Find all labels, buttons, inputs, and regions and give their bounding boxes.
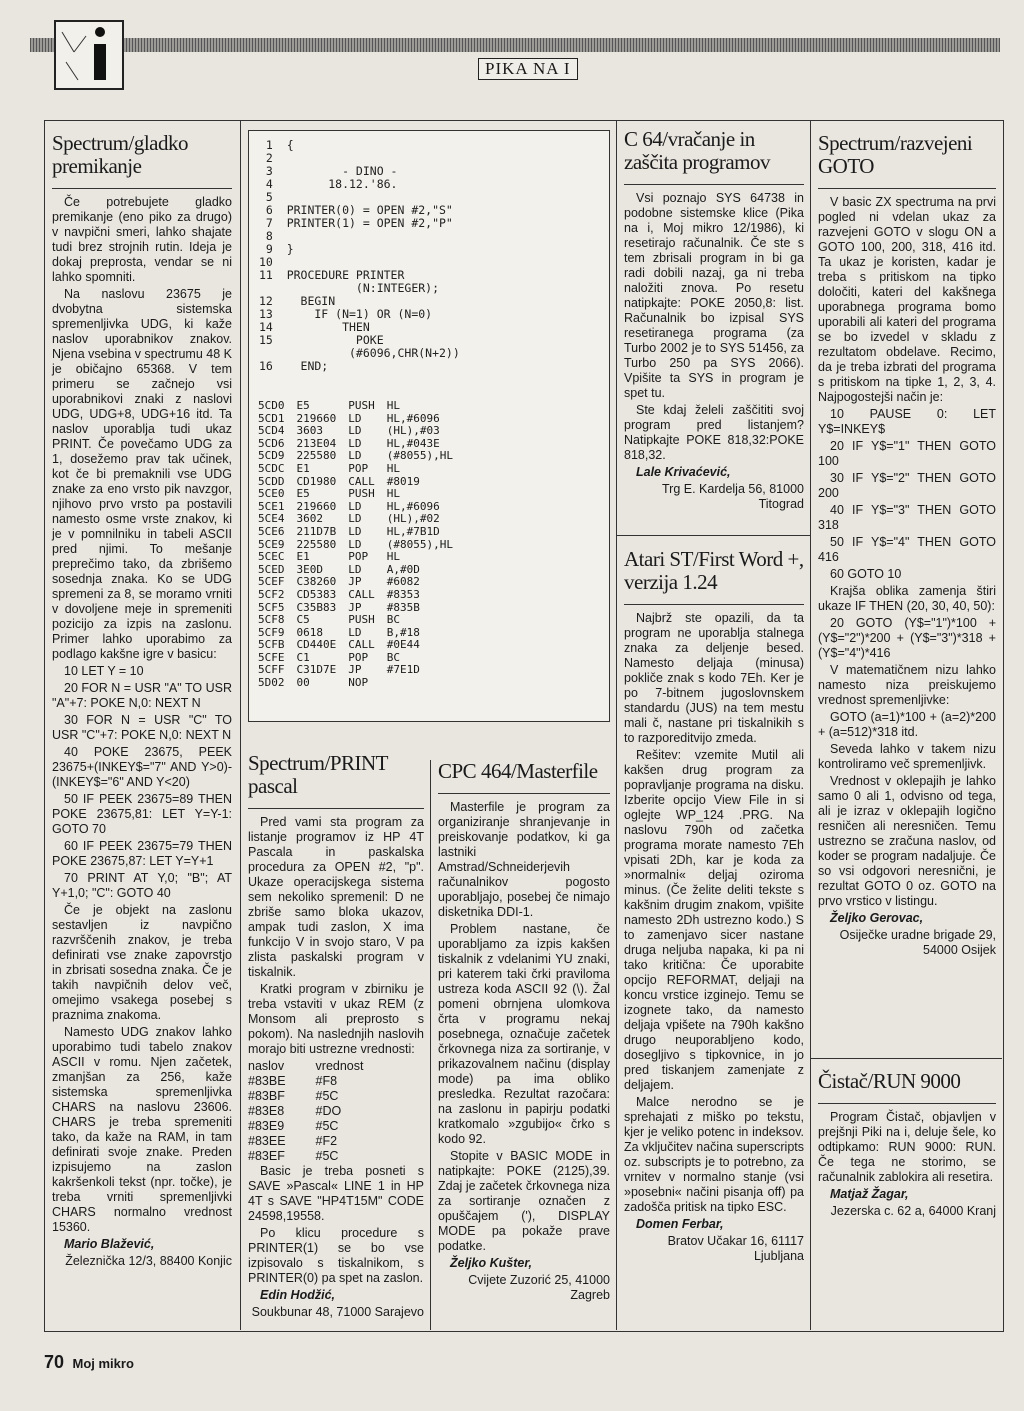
asm-cell: C5 bbox=[296, 613, 310, 627]
article-title: CPC 464/Masterfile bbox=[438, 760, 610, 794]
article-title: Čistač/RUN 9000 bbox=[818, 1070, 996, 1104]
paragraph: Krajša oblika zamenja štiri ukaze IF THEN (20, 30, 40, 50): bbox=[818, 584, 996, 613]
asm-cell: PUSH bbox=[348, 613, 375, 627]
table-cell: #5C bbox=[315, 1149, 339, 1163]
author: Edin Hodžić, bbox=[260, 1288, 335, 1302]
asm-row bbox=[258, 589, 465, 602]
table-cell: #5C bbox=[315, 1089, 339, 1103]
asm-cell: #8353 bbox=[386, 587, 420, 601]
paragraph: Ste kdaj želeli zaščititi svoj program pred listanjem? Natipkajte POKE 818,32:POKE 818,32. bbox=[624, 403, 804, 462]
column-divider bbox=[240, 120, 241, 1330]
asm-cell: NOP bbox=[348, 676, 369, 690]
paragraph: Če potrebujete gladko premikanje (eno piko za drugo) v navpični smeri, lahko shajate tudi brez strojnih rutin. Ideja je dokaj preprosta, vendar se ni lahko spomniti. bbox=[52, 195, 232, 284]
asm-cell: LD bbox=[348, 411, 362, 425]
paragraph: Basic je treba posneti s SAVE »Pascal« LINE 1 in HP 4T s SAVE "HP4T15M" CODE 24598,19558. bbox=[248, 1164, 424, 1223]
article-title: Atari ST/First Word +, verzija 1.24 bbox=[624, 548, 804, 605]
magazine-name: Moj mikro bbox=[72, 1356, 134, 1371]
paragraph: Seveda lahko v takem nizu kontroliramo več spremenljivk. bbox=[818, 742, 996, 771]
asm-cell: E1 bbox=[296, 461, 310, 475]
asm-cell: LD bbox=[348, 436, 362, 450]
paragraph: Kratki program v zbirniku je treba vstaviti v ukaz REM (z Monsom ali preprosto s pokom). Na naslednjih naslovih morajo biti ustrezne vrednosti: bbox=[248, 982, 424, 1056]
asm-cell: 5CD1 bbox=[258, 411, 285, 425]
asm-cell: 0618 bbox=[296, 625, 323, 639]
asm-cell: #7E1D bbox=[386, 663, 420, 677]
table-cell: #83E8 bbox=[248, 1104, 285, 1118]
author: Matjaž Žagar, bbox=[830, 1187, 909, 1201]
asm-cell: (HL),#03 bbox=[386, 424, 440, 438]
asm-cell: 5CE4 bbox=[258, 512, 285, 526]
asm-cell: BC bbox=[386, 650, 400, 664]
author-address: Železnička 12/3, 88400 Konjic bbox=[65, 1254, 232, 1268]
asm-cell: 5CFE bbox=[258, 650, 285, 664]
article-cistac bbox=[818, 1070, 996, 1221]
paragraph: Masterfile je program za organiziranje shranjevanje in preiskovanje podatkov, ki ga lastniki Amstrad/Schneiderjevih računalnikov pogosto uporabljajo, posebej če nimajo disketnika DDI-1. bbox=[438, 800, 610, 919]
asm-row bbox=[258, 551, 465, 564]
asm-cell: HL,#7B1D bbox=[386, 524, 440, 538]
asm-cell: HL bbox=[386, 399, 400, 412]
asm-cell: LD bbox=[348, 562, 362, 576]
asm-cell: 5CF9 bbox=[258, 625, 285, 639]
asm-cell: LD bbox=[348, 537, 362, 551]
paragraph: Najbrž ste opazili, da ta program ne uporablja stalnega znaka za deljenje besed. Namesto deljaja (minusa) pokliče znak s kodo 7Eh. Ker je po 7-bitnem jugoslovnskem standardu (JUS) na tem mestu mali č, nastane pri tiskalnikih s to razporeditvijo zmeda. bbox=[624, 611, 804, 745]
article-title: Spectrum/razvejeni GOTO bbox=[818, 132, 996, 189]
author-address: Osiječke uradne brigade 29, 54000 Osijek bbox=[839, 928, 996, 957]
table-cell: #83E9 bbox=[248, 1119, 285, 1133]
asm-row bbox=[258, 677, 465, 690]
asm-cell: 5CD9 bbox=[258, 449, 285, 463]
asm-cell: JP bbox=[348, 575, 362, 589]
paragraph: Vsi poznajo SYS 64738 in podobne sistemske klice (Pika na i, Moj mikro 12/1986), ki resetirajo računalnik. Če ste s tem zbrisali program in bi ga radi dobili nazaj, ga ni treba naložiti znova. Po resetu natipkajte: POKE 2050,8: list. Računalnik bo izpisal SYS resetiranega programa (za Turbo 2002 je to SYS 51456, za Turbo 250 pa SYS 2066). Vpišite ta SYS in program je spet tu. bbox=[624, 191, 804, 400]
address-table bbox=[248, 1059, 393, 1164]
asm-cell: #8019 bbox=[386, 474, 420, 488]
asm-cell: 225580 bbox=[296, 449, 337, 463]
asm-cell: POP bbox=[348, 550, 369, 564]
table-cell: #83EE bbox=[248, 1134, 286, 1148]
author-address: Jezerska c. 62 a, 64000 Kranj bbox=[830, 1204, 996, 1218]
page-number: 70 bbox=[44, 1352, 65, 1372]
article-spectrum-gladko bbox=[52, 132, 232, 1271]
asm-cell: 5CF8 bbox=[258, 613, 285, 627]
asm-cell: 5CEC bbox=[258, 550, 285, 564]
table-cell: #83BF bbox=[248, 1089, 285, 1103]
program-line: 20 GOTO (Y$="1")*100 + (Y$="2")*200 + (Y$="3")*318 + (Y$="4")*416 bbox=[818, 616, 996, 660]
paragraph: Program Čistač, objavljen v prejšnji Piki na i, deluje šele, ko odtipkamo: RUN 9000: RUN. Če tega ne storimo, se računalnik zablokira ali resetira. bbox=[818, 1110, 996, 1184]
paragraph: Vrednost v oklepajih je lahko samo 0 ali 1, odvisno od tega, ali je izraz v oklepajih logično resničen ali neresničen. Temu ustrezno se zračuna naslov, od koder se program nadaljuje. Če so vsi odgovori neresnični, je rezultat GOTO 0 oz. GOTO na prvo vrstico v listingu. bbox=[818, 774, 996, 908]
asm-cell: 5CEF bbox=[258, 575, 285, 589]
logo-box bbox=[54, 20, 124, 90]
header-band bbox=[30, 38, 1000, 52]
paragraph: Malce nerodno se je sprehajati z miško po tekstu, kjer je veliko potenc in indeksov. Za vključitev načina superscripts oz. subscripts je to potrebno, za vrnitev v normalno stanje (vsi »posebni« načini pisanja off) pa zadošča pritisk na tipko ESC. bbox=[624, 1095, 804, 1214]
asm-cell: 5CF2 bbox=[258, 587, 285, 601]
asm-row bbox=[258, 425, 465, 438]
asm-cell: 3603 bbox=[296, 424, 323, 438]
column-divider bbox=[810, 120, 811, 1330]
asm-cell: 3E0D bbox=[296, 562, 323, 576]
program-line: 10 LET Y = 10 bbox=[64, 664, 144, 678]
asm-cell: CD5383 bbox=[296, 587, 337, 601]
asm-cell: 5CD6 bbox=[258, 436, 285, 450]
program-line: 70 PRINT AT Y,0; "B"; AT Y+1,0; "C": GOTO 40 bbox=[52, 871, 232, 900]
asm-cell: 5CDD bbox=[258, 474, 285, 488]
table-row bbox=[248, 1074, 393, 1089]
section-label: PIKA NA I bbox=[478, 58, 578, 80]
author: Željko Gerovac, bbox=[830, 911, 924, 925]
article-cpc-masterfile bbox=[438, 760, 610, 1305]
page-footer bbox=[44, 1352, 134, 1373]
asm-cell: LD bbox=[348, 499, 362, 513]
asm-cell: LD bbox=[348, 524, 362, 538]
paragraph: Rešitev: vzemite Mutil ali kakšen drug program za popravljanje programa na disku. Izberite opcijo View File in si oglejte WP_124 .PRG. Na naslovu 790h od začetka programa morate namesto 7Eh vpisati 2Dh, kar je koda za »normalni« deljaj oziroma minus. (Če želite deliti tekste s kakšnim drugim znakom, vpišite namesto 2Dh ustrezno kodo.) S to zamenjavo sicer nastane druga neljuba napaka, ki pa ni tako kritična: Če uporabite opcijo REFORMAT, deljaji na koncu vrstice izginejo. Temu se izognete tako, da namesto deljaja vpišete na 790h kakšno drugo neuporabljeno kodo, dosegljivo s tipkovnice, in jo pred tiskanjem zamenjate z deljajem. bbox=[624, 748, 804, 1092]
asm-cell: HL bbox=[386, 461, 400, 475]
asm-cell: #835B bbox=[386, 600, 420, 614]
assembly-listing bbox=[258, 400, 465, 690]
asm-cell: 5D02 bbox=[258, 676, 285, 690]
author: Mario Blažević, bbox=[64, 1237, 155, 1251]
table-row bbox=[248, 1149, 393, 1164]
paragraph: Če je objekt na zaslonu sestavljen iz navpično razvrščenih znakov, je treba definirati vse znake zapovrstjo in zbrisati sosedna znaka. Če je takih navpičnih delov več, omejimo vsakega posebej s praznima znakoma. bbox=[52, 903, 232, 1022]
paragraph: Pred vami sta program za listanje programov iz HP 4T Pascala in paskalska procedura za OPEN #2, "p". Ukaze operacijskega sistema sem nekoliko spremenil: D ne zbriše samo bloka ukazov, ampak tudi zaslon, X ima funkcijo V in svojo staro, V pa zlista paskalski program v tiskalnik. bbox=[248, 815, 424, 979]
author: Lale Krivaćević, bbox=[636, 465, 731, 479]
asm-cell: 225580 bbox=[296, 537, 337, 551]
asm-cell: 213E04 bbox=[296, 436, 337, 450]
asm-cell: HL bbox=[386, 487, 400, 501]
table-row bbox=[248, 1104, 393, 1119]
program-line: 40 IF Y$="3" THEN GOTO 318 bbox=[818, 503, 996, 532]
asm-cell: HL,#6096 bbox=[386, 499, 440, 513]
asm-cell: B,#18 bbox=[386, 625, 420, 639]
article-title: Spectrum/PRINT pascal bbox=[248, 752, 424, 809]
column-divider bbox=[430, 760, 431, 1330]
pascal-listing: 1 { 2 3 - DINO - 4 18.12.'86. 5 6 PRINTER(0) = OPEN #2,"S" 7 PRINTER(1) = OPEN #2,"P" 8 9 } 10 11 PROCEDURE PRINTER (N:INTEGER); 12 BEGIN 13 IF (N=1) OR (N=0) 14 THEN 15 POKE (#6096,CHR(N+2)) 16 END; bbox=[259, 138, 460, 373]
asm-cell: 5CF5 bbox=[258, 600, 285, 614]
table-row bbox=[248, 1119, 393, 1134]
article-title: C 64/vračanje in zaščita programov bbox=[624, 128, 804, 185]
asm-cell: LD bbox=[348, 625, 362, 639]
asm-cell: C1 bbox=[296, 650, 310, 664]
asm-cell: (HL),#02 bbox=[386, 512, 440, 526]
author: Domen Ferbar, bbox=[636, 1217, 724, 1231]
asm-cell: CD1980 bbox=[296, 474, 337, 488]
paragraph: GOTO (a=1)*100 + (a=2)*200 + (a=512)*318 itd. bbox=[818, 710, 996, 739]
paragraph: Po klicu procedure s PRINTER(1) se bo vse izpisovalo s tiskalnikom, s PRINTER(0) pa spet na zaslon. bbox=[248, 1226, 424, 1285]
asm-cell: 5CFF bbox=[258, 663, 285, 677]
asm-cell: POP bbox=[348, 461, 369, 475]
asm-cell: E5 bbox=[296, 487, 310, 501]
paragraph: V basic ZX spectruma na prvi pogled ni vdelan ukaz za razvejeni GOTO v slogu ON a GOTO 100, 200, 318, 416 itd. Ta ukaz je koristen, kadar je treba s pritiskom na tipko določiti, kateri del kakšnega uporabnega programa bomo uporabili ali kateri del programa se bo izvedel v skladu z rezultatom obdelave. Recimo, da je treba izbrati del programa s pritiskom na tipke 1, 2, 3, 4. Najpogostejši način je: bbox=[818, 195, 996, 404]
program-line: 30 FOR N = USR "C" TO USR "C"+7: POKE N,0: NEXT N bbox=[52, 713, 232, 742]
column-divider bbox=[616, 120, 617, 1330]
asm-cell: 5CE6 bbox=[258, 524, 285, 538]
asm-cell: 3602 bbox=[296, 512, 323, 526]
asm-cell: CALL bbox=[348, 638, 375, 652]
article-c64-vracanje bbox=[624, 128, 804, 514]
asm-cell: HL,#6096 bbox=[386, 411, 440, 425]
author: Željko Kušter, bbox=[450, 1256, 532, 1270]
article-title: Spectrum/gladko premikanje bbox=[52, 132, 232, 189]
table-row bbox=[248, 1089, 393, 1104]
asm-cell: LD bbox=[348, 512, 362, 526]
table-cell: #F2 bbox=[315, 1134, 338, 1148]
asm-cell: JP bbox=[348, 663, 362, 677]
program-line: 60 GOTO 10 bbox=[830, 567, 902, 581]
asm-cell: CALL bbox=[348, 587, 375, 601]
paragraph: Namesto UDG znakov lahko uporabimo tudi tabelo znakov ASCII v romu. Njen začetek, zmanjšan za 256, kaže sistemska spremenljivka CHARS na naslovu 23606. CHARS je treba spremeniti tako, da kaže na RAM, in tam definirati svoje znake. Preden izpisujemo na zaslon kakršenkoli tekst (npr. točke), je treba vrniti spremenljivki CHARS normalno vrednost 15360. bbox=[52, 1025, 232, 1234]
asm-cell: LD bbox=[348, 449, 362, 463]
author-address: Trg E. Kardelja 56, 81000 Titograd bbox=[662, 482, 804, 511]
table-cell: #83EF bbox=[248, 1149, 285, 1163]
asm-cell: LD bbox=[348, 424, 362, 438]
asm-row bbox=[258, 526, 465, 539]
asm-cell: (#8055),HL bbox=[386, 537, 453, 551]
asm-cell: PUSH bbox=[348, 487, 375, 501]
table-header: vrednost bbox=[315, 1059, 364, 1073]
asm-cell: CD440E bbox=[296, 638, 337, 652]
asm-cell: 5CDC bbox=[258, 461, 285, 475]
asm-cell: 5CFB bbox=[258, 638, 285, 652]
article-atari-first-word bbox=[624, 548, 804, 1266]
asm-cell: 00 bbox=[296, 676, 310, 690]
program-line: 20 FOR N = USR "A" TO USR "A"+7: POKE N,0: NEXT N bbox=[52, 681, 232, 710]
asm-cell: 219660 bbox=[296, 411, 337, 425]
program-line: 10 PAUSE 0: LET Y$=INKEY$ bbox=[818, 407, 996, 436]
table-row bbox=[248, 1134, 393, 1149]
program-line: 50 IF Y$="4" THEN GOTO 416 bbox=[818, 535, 996, 564]
asm-cell: POP bbox=[348, 650, 369, 664]
asm-row bbox=[258, 488, 465, 501]
asm-cell: E5 bbox=[296, 399, 310, 412]
asm-cell: C38260 bbox=[296, 575, 337, 589]
asm-cell: HL,#043E bbox=[386, 436, 440, 450]
paragraph: V matematičnem nizu lahko namesto niza preiskujemo vrednost spremenljivke: bbox=[818, 663, 996, 707]
asm-cell: C31D7E bbox=[296, 663, 337, 677]
table-cell: #DO bbox=[315, 1104, 342, 1118]
asm-cell: HL bbox=[386, 550, 400, 564]
program-line: 40 POKE 23675, PEEK 23675+(INKEY$="7" AND Y>0)-(INKEY$="6" AND Y<20) bbox=[52, 745, 232, 789]
asm-cell: 5CED bbox=[258, 562, 285, 576]
author-address: Bratov Učakar 16, 61117 Ljubljana bbox=[667, 1234, 804, 1263]
asm-cell: A,#0D bbox=[386, 562, 420, 576]
asm-cell: 5CE9 bbox=[258, 537, 285, 551]
program-line: 30 IF Y$="2" THEN GOTO 200 bbox=[818, 471, 996, 500]
asm-cell bbox=[387, 677, 465, 690]
asm-row bbox=[258, 614, 465, 627]
table-cell: #5C bbox=[315, 1119, 339, 1133]
paragraph: Stopite v BASIC MODE in natipkajte: POKE (2125),39. Zdaj je začetek črkovnega niza za sortiranje označen z opuščajem ('), DISPLAY MODE pa pokaže prave podatke. bbox=[438, 1149, 610, 1253]
author-address: Cvijete Zuzorić 25, 41000 Zagreb bbox=[468, 1273, 610, 1302]
asm-cell: 5CE0 bbox=[258, 487, 285, 501]
article-divider bbox=[810, 1058, 1002, 1059]
article-spectrum-print bbox=[248, 752, 424, 1322]
asm-cell: C35B83 bbox=[296, 600, 337, 614]
asm-row bbox=[258, 639, 465, 652]
program-line: 20 IF Y$="1" THEN GOTO 100 bbox=[818, 439, 996, 468]
table-cell: #83BE bbox=[248, 1074, 286, 1088]
asm-cell: 5CD0 bbox=[258, 399, 285, 412]
asm-cell: 5CE1 bbox=[258, 499, 285, 513]
asm-cell: BC bbox=[386, 613, 400, 627]
asm-cell: 219660 bbox=[296, 499, 337, 513]
asm-cell: 211D7B bbox=[296, 524, 337, 538]
asm-cell: PUSH bbox=[348, 399, 375, 412]
paragraph: Problem nastane, če uporabljamo za izpis kakšen tiskalnik z vdelanimi YU znaki, pri katerem taki črki praviloma ustreza koda ASCII 92 (\). Žal pomeni obrnjena ulomkova črta v programu nekaj posebnega, označuje začetek črkovnega niza za sortiranje, v prikazovalnem načinu (display mode) pa ima obliko presledka. Rezultat razočara: na zaslonu in papirju podatki kratkomalo »zgubijo« črko s kodo 92. bbox=[438, 922, 610, 1146]
asm-cell: E1 bbox=[296, 550, 310, 564]
author-address: Soukbunar 48, 71000 Sarajevo bbox=[251, 1305, 424, 1319]
program-line: 60 IF PEEK 23675=79 THEN POKE 23675,87: LET Y=Y+1 bbox=[52, 839, 232, 868]
asm-cell: #0E44 bbox=[386, 638, 420, 652]
asm-cell: JP bbox=[348, 600, 362, 614]
asm-cell: #6082 bbox=[386, 575, 420, 589]
logo-icon bbox=[56, 22, 122, 88]
paragraph: Na naslovu 23675 je dvobytna sistemska spremenljivka UDG, ki kaže naslov uporabnikov znakov. Njena vsebina v spectrumu 48 K je običajno 65368. V tem primeru se začnejo vsi uporabnikovi znaki z naslovi UDG, UDG+8, UDG+16 itd. Ta naslov uporablja tudi ukaz PRINT. Če povečamo UDG za 1, dosežemo prav tak učinek, kot če bi premaknili vse UDG znake za eno vrsto pik navzgor, njihovo prvo vrsto pa postavili namesto osme vrste znakov, ki je v pomnilniku in tabeli ASCII pred njimi. To mešanje preprečimo tako, da zbrišemo sosednja znaka. Ko se UDG spremeni za 8, se moramo vrniti v dovoljene meje in spremeniti pozicijo za izpis na zaslonu. Primer lahko uporabimo za podlago kakšne igre v basicu: bbox=[52, 287, 232, 661]
asm-cell: (#8055),HL bbox=[386, 449, 453, 463]
asm-row bbox=[258, 463, 465, 476]
asm-row bbox=[258, 400, 465, 413]
program-line: 50 IF PEEK 23675=89 THEN POKE 23675,81: LET Y=Y-1: GOTO 70 bbox=[52, 792, 232, 836]
article-divider bbox=[616, 535, 810, 536]
article-spectrum-goto bbox=[818, 132, 996, 960]
table-header: naslov bbox=[248, 1059, 285, 1073]
asm-cell: CALL bbox=[348, 474, 375, 488]
table-cell: #F8 bbox=[315, 1074, 338, 1088]
asm-cell: 5CD4 bbox=[258, 424, 285, 438]
